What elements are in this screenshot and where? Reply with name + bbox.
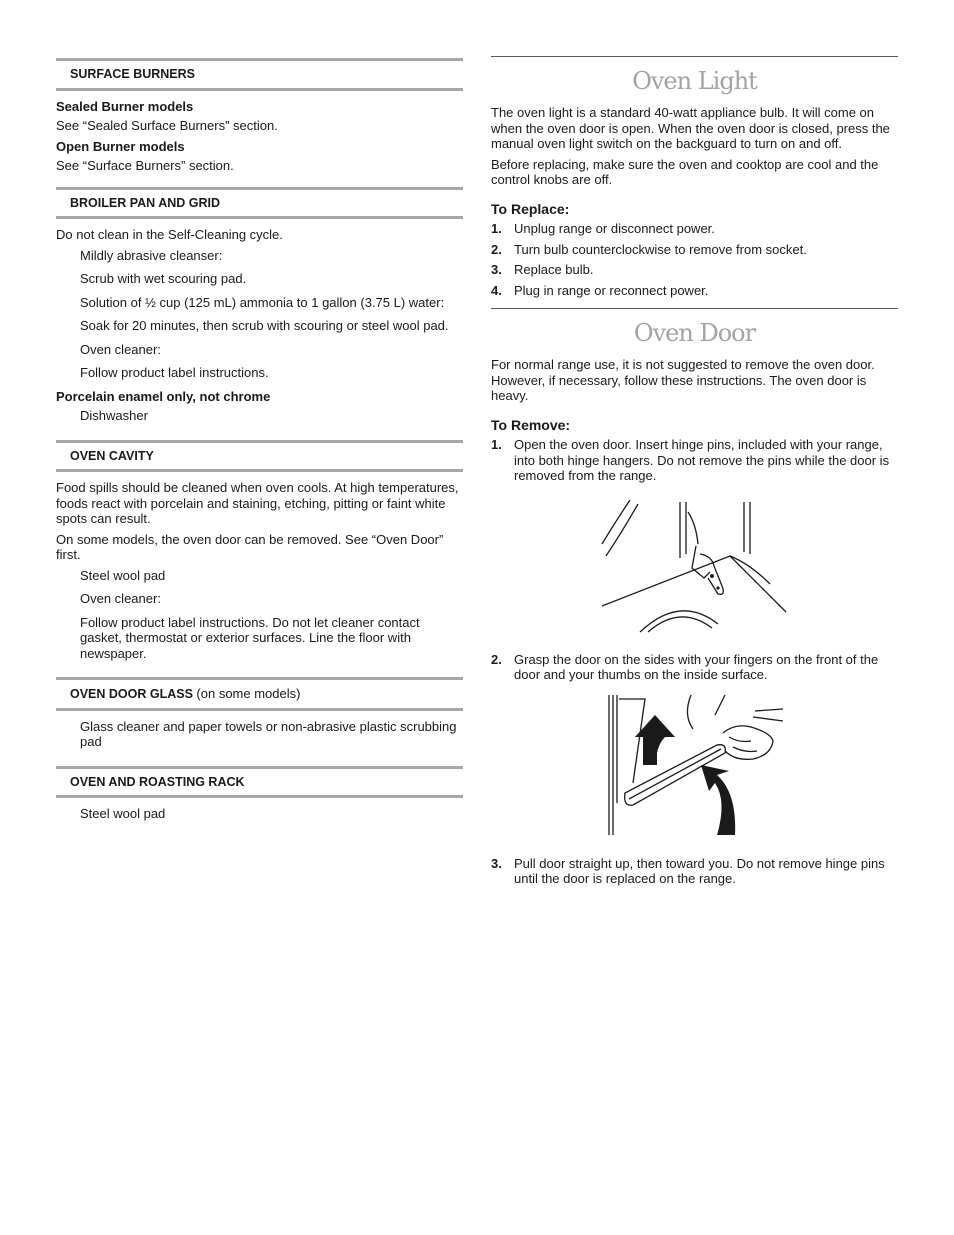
- door-glass-heading-note: (on some models): [196, 686, 301, 701]
- step-number: 2.: [491, 241, 502, 257]
- remove-steps: [491, 437, 898, 484]
- step-number: 1.: [491, 437, 502, 452]
- step-text: Plug in range or reconnect power.: [514, 282, 709, 298]
- broiler-item: Scrub with wet scouring pad.: [80, 271, 247, 286]
- broiler-item: Solution of ½ cup (125 mL) ammonia to 1 gallon (3.75 L) water:: [80, 294, 445, 310]
- step-text: Grasp the door on the sides with your fingers on the front of the door and your thumbs on the inside surface.: [514, 651, 879, 682]
- step-number: 3.: [491, 855, 502, 871]
- sealed-burner-text: See “Sealed Surface Burners” section.: [56, 118, 278, 133]
- replace-step: [491, 262, 898, 278]
- oven-cavity-item: Oven cleaner:: [80, 591, 161, 606]
- door-glass-heading-label: OVEN DOOR GLASS: [70, 687, 193, 701]
- remove-step: [491, 437, 898, 484]
- broiler-item: Mildly abrasive cleanser:: [80, 247, 223, 263]
- oven-door-title: Oven Door: [633, 319, 756, 347]
- replace-step: [491, 242, 898, 258]
- left-column: [56, 58, 463, 830]
- door-glass-heading: [56, 677, 463, 711]
- porcelain-label: Porcelain enamel only, not chrome: [56, 388, 271, 404]
- divider: [491, 56, 898, 57]
- oven-cavity-p2: On some models, the oven door can be removed. See “Oven Door” first.: [56, 531, 444, 562]
- replace-step: [491, 283, 898, 299]
- hinge-pin-illustration: [600, 494, 790, 634]
- oven-light-p1: The oven light is a standard 40-watt appliance bulb. It will come on when the oven door is open. When the oven door is closed, press the manual oven light switch on the backguard to turn on and off.: [491, 105, 890, 151]
- step-number: 2.: [491, 651, 502, 667]
- step-text: Unplug range or disconnect power.: [514, 221, 715, 236]
- oven-cavity-item: Follow product label instructions. Do not let cleaner contact gasket, thermostat or exterior surfaces. Line the floor with newspaper.: [80, 614, 420, 661]
- broiler-heading: BROILER PAN AND GRID: [56, 187, 463, 220]
- step-text: Open the oven door. Insert hinge pins, included with your range, into both hinge hangers. Do not remove the pins while the door is removed from the range.: [514, 437, 890, 483]
- broiler-item: Soak for 20 minutes, then scrub with scouring or steel wool pad.: [80, 318, 449, 333]
- step-number: 1.: [491, 221, 502, 236]
- replace-step: [491, 221, 898, 237]
- sealed-burner-label: Sealed Burner models: [56, 98, 194, 114]
- oven-light-title: Oven Light: [632, 67, 757, 95]
- oven-light-p2: Before replacing, make sure the oven and cooktop are cool and the control knobs are off.: [491, 156, 879, 187]
- door-glass-item: Glass cleaner and paper towels or non-abrasive plastic scrubbing pad: [80, 718, 457, 749]
- rack-heading: OVEN AND ROASTING RACK: [56, 766, 463, 799]
- to-remove-heading: To Remove:: [491, 416, 571, 433]
- surface-burners-heading: SURFACE BURNERS: [56, 58, 463, 91]
- oven-cavity-p1: Food spills should be cleaned when oven cools. At high temperatures, foods react with porcelain and staining, etching, pitting or faint white spots can result.: [56, 480, 459, 526]
- broiler-item: Follow product label instructions.: [80, 365, 269, 380]
- step-text: Replace bulb.: [514, 262, 594, 277]
- remove-step: [491, 652, 898, 683]
- rack-item: Steel wool pad: [80, 806, 166, 821]
- right-column: [491, 56, 898, 892]
- replace-steps: [491, 221, 898, 298]
- step-number: 3.: [491, 262, 502, 277]
- step-text: Pull door straight up, then toward you. Do not remove hinge pins until the door is replaced on the range.: [514, 855, 885, 886]
- broiler-item: Oven cleaner:: [80, 341, 161, 357]
- divider: [491, 308, 898, 309]
- broiler-intro: Do not clean in the Self-Cleaning cycle.: [56, 227, 283, 242]
- open-burner-label: Open Burner models: [56, 138, 185, 154]
- door-lift-illustration: [605, 693, 785, 838]
- oven-cavity-item: Steel wool pad: [80, 567, 166, 583]
- oven-door-p1: For normal range use, it is not suggested to remove the oven door. However, if necessary, follow these instructions. The oven door is heavy.: [491, 357, 875, 403]
- step-text: Turn bulb counterclockwise to remove from socket.: [514, 241, 807, 257]
- remove-steps: [491, 652, 898, 683]
- remove-step: [491, 856, 898, 887]
- open-burner-text: See “Surface Burners” section.: [56, 158, 234, 173]
- step-number: 4.: [491, 282, 502, 298]
- remove-steps: [491, 856, 898, 887]
- porcelain-item: Dishwasher: [80, 408, 148, 423]
- to-replace-heading: To Replace:: [491, 200, 570, 217]
- oven-cavity-heading: OVEN CAVITY: [56, 440, 463, 473]
